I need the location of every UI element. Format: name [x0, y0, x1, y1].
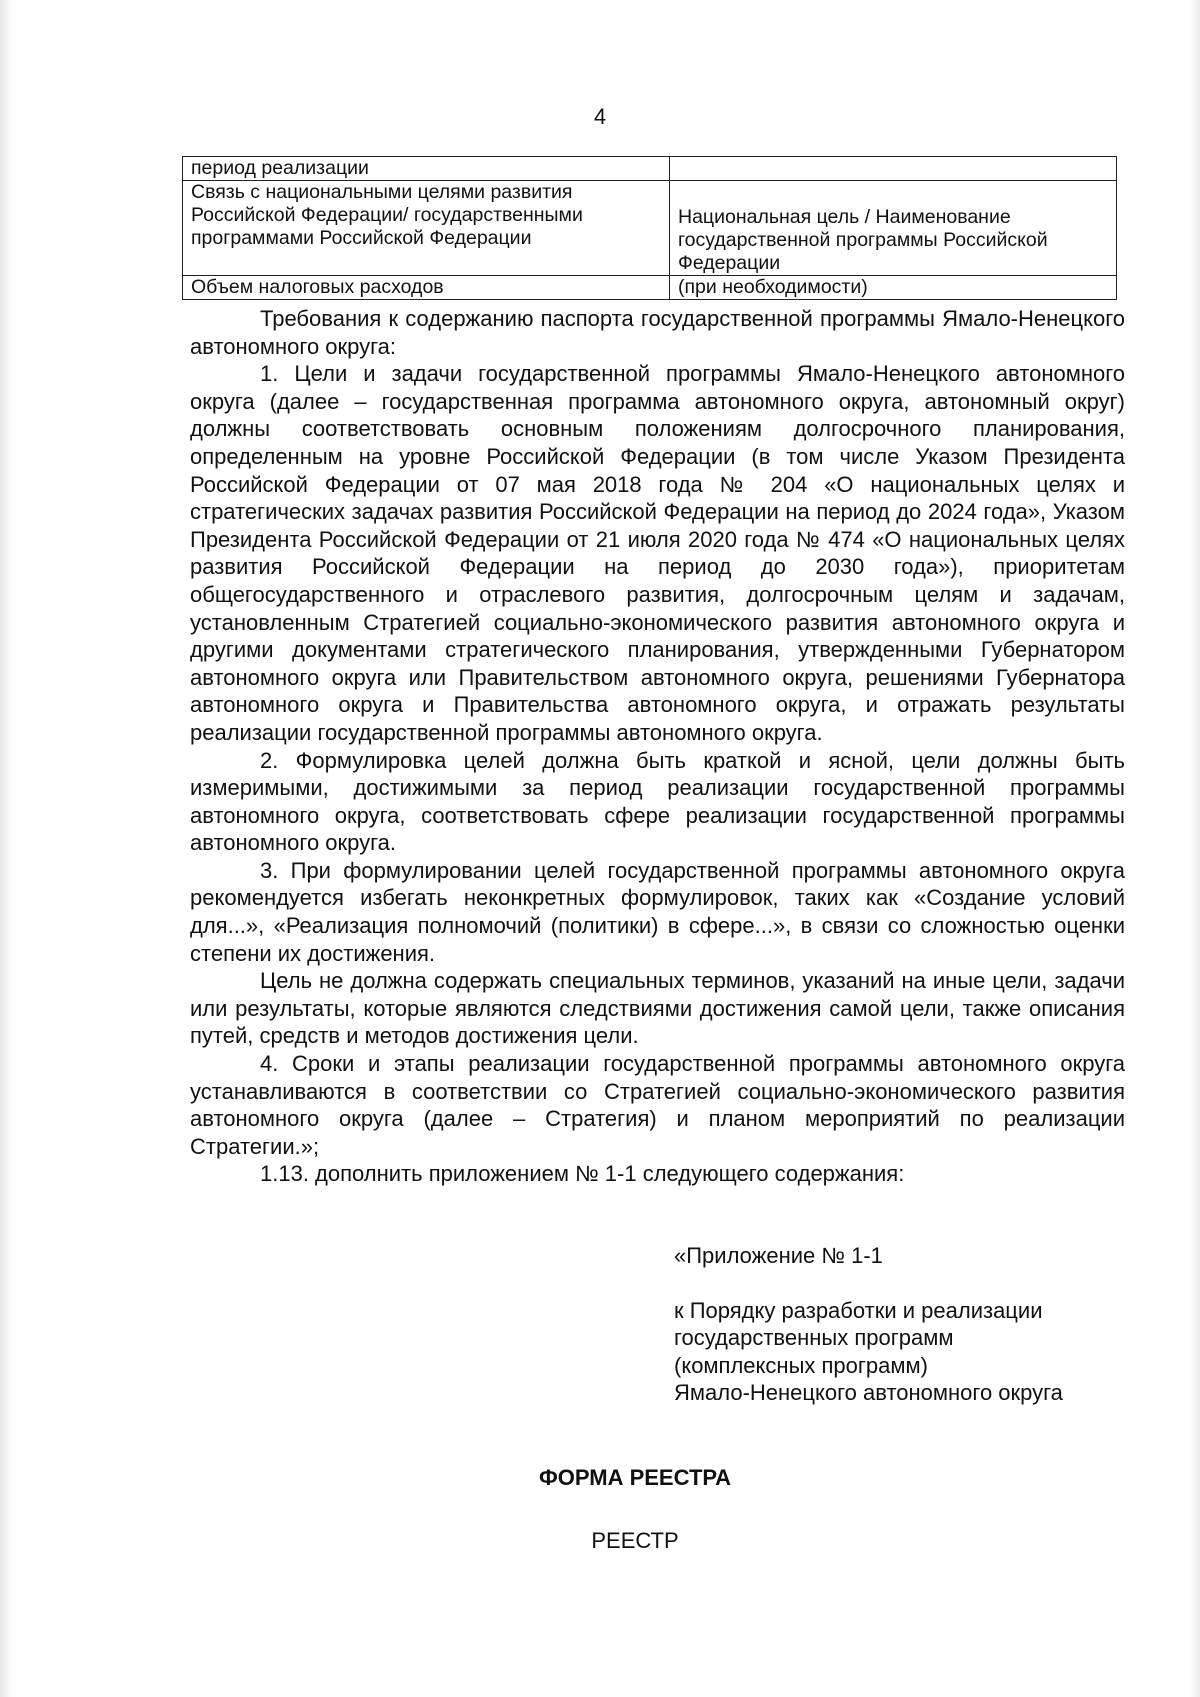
paragraph-item-4: 4. Сроки и этапы реализации государственной программы автономного округа устанавливаются в соответствии со Стратегией социально-экономического развития автономного округа (далее – Стратегия) и планом мероприятий по реализации Стратегии.»;: [190, 1051, 1125, 1159]
registry-title: РЕЕСТР: [591, 1528, 679, 1553]
table-cell-label: Объем налоговых расходов: [183, 276, 670, 300]
table-row: [183, 157, 1117, 181]
paragraph-item-1: 1. Цели и задачи государственной программы Ямало-Ненецкого автономного округа (далее – государственная программа автономного округа, автономный округ) должны соответствовать основным положениям долгосрочного планирования, определенным на уровне Российской Федерации (в том числе Указом Президента Российской Федерации от 07 мая 2018 года № 204 «О национальных целях и стратегических задачах развития Российской Федерации на период до 2024 года», Указом Президента Российской Федерации от 21 июля 2020 года № 474 «О национальных целях развития Российской Федерации на период до 2030 года»), приоритетам общегосударственного и отраслевого развития, долгосрочным целям и задачам, установленным Стратегией социально-экономического развития автономного округа и другими документами стратегического планирования, утвержденными Губернатором автономного округа или Правительством автономного округа, решениями Губернатора автономного округа и Правительства автономного округа, и отражать результаты реализации государственной программы автономного округа.: [190, 361, 1125, 745]
paragraph-goal-note: Цель не должна содержать специальных терминов, указаний на иные цели, задачи или результаты, которые являются следствиями достижения самой цели, также описания путей, средств и методов достижения цели.: [190, 968, 1125, 1049]
appendix-line: государственных программ: [674, 1325, 954, 1351]
table-cell-value: Национальная цель / Наименование государственной программы Российской Федерации: [670, 181, 1117, 276]
scan-left-edge: [0, 0, 14, 1697]
intro-paragraph: Требования к содержанию паспорта государственной программы Ямало-Ненецкого автономного округа:: [190, 306, 1125, 359]
page-number: 4: [593, 104, 607, 129]
table-cell-value: (при необходимости): [670, 276, 1117, 300]
appendix-line: Ямало-Ненецкого автономного округа: [674, 1380, 1063, 1406]
body-text: [190, 305, 1125, 1188]
scan-right-edge: [1190, 0, 1200, 1697]
paragraph-item-1-13: 1.13. дополнить приложением № 1-1 следующего содержания:: [260, 1161, 905, 1187]
appendix-line: (комплексных программ): [674, 1352, 928, 1378]
table-row: [183, 276, 1117, 300]
table-cell-value: [670, 157, 1117, 181]
paragraph-item-2: 2. Формулировка целей должна быть краткой и ясной, цели должны быть измеримыми, достижимыми за период реализации государственной программы автономного округа, соответствовать сфере реализации государственной программы автономного округа.: [190, 747, 1125, 856]
passport-table: [182, 156, 1117, 300]
form-title: ФОРМА РЕЕСТРА: [538, 1465, 732, 1490]
appendix-title: «Приложение № 1-1: [674, 1243, 883, 1268]
appendix-line: к Порядку разработки и реализации: [674, 1297, 1043, 1323]
appendix-block: [674, 1242, 1134, 1407]
table-row: [183, 181, 1117, 276]
table-cell-label: период реализации: [183, 157, 670, 181]
table-cell-label: Связь с национальными целями развития Российской Федерации/ государственными программами Российской Федерации: [183, 181, 670, 276]
paragraph-item-3: 3. При формулировании целей государственной программы автономного округа рекомендуется избегать неконкретных формулировок, таких как «Создание условий для...», «Реализация полномочий (политики) в сфере...», в связи со сложностью оценки степени их достижения.: [190, 857, 1125, 966]
